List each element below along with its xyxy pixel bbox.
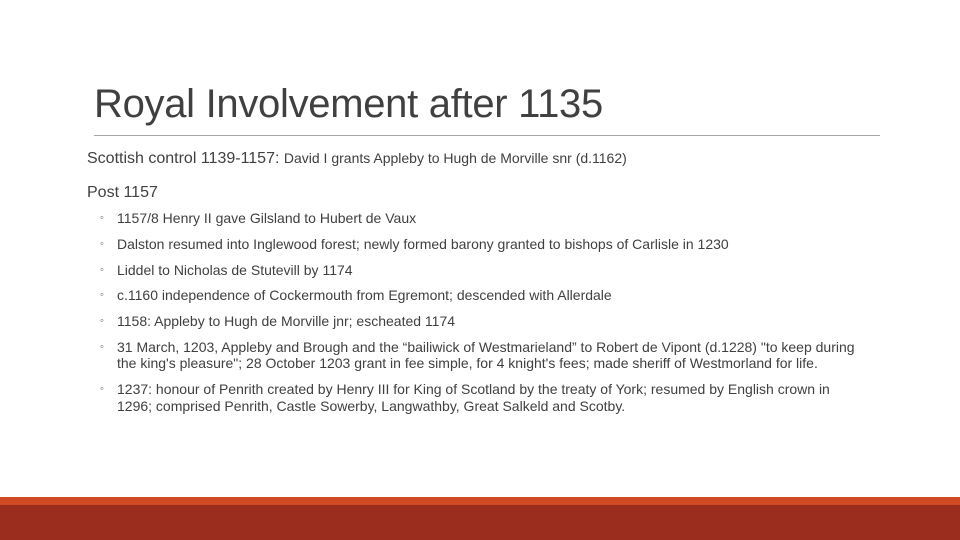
list-item-text: 1158: Appleby to Hugh de Morville jnr; escheated 1174 — [117, 313, 456, 330]
scottish-control-lead: Scottish control 1139-1157: — [87, 150, 280, 167]
footer-accent-stripe — [0, 497, 960, 505]
list-item-text: Liddel to Nicholas de Stutevill by 1174 — [117, 261, 353, 278]
list-item — [100, 236, 860, 253]
list-item-text: 1157/8 Henry II gave Gilsland to Hubert de Vaux — [117, 210, 417, 226]
title-divider — [94, 135, 880, 136]
bullet-circle-icon: ◦ — [100, 212, 104, 224]
list-item-text: 1237: honour of Penrith created by Henry III for King of Scotland by the treaty of York; resumed by English crown in 1296; comprised Penrith, Castle Sowerby, Langwathby, Great Salkeld and Scotby. — [117, 381, 830, 414]
footer-band — [0, 505, 960, 540]
list-item-text: c.1160 independence of Cockermouth from Egremont; descended with Allerdale — [117, 287, 612, 304]
scottish-control-line — [87, 150, 627, 168]
list-item — [100, 210, 860, 227]
bullet-circle-icon: ◦ — [100, 383, 104, 396]
scottish-control-detail: David I grants Appleby to Hugh de Morville snr (d.1162) — [283, 150, 627, 166]
list-item — [100, 339, 860, 372]
bullet-circle-icon: ◦ — [100, 237, 104, 250]
bullet-circle-icon: ◦ — [100, 289, 104, 302]
list-item — [100, 313, 860, 330]
list-item — [100, 287, 860, 304]
list-item — [100, 381, 860, 414]
slide-title: Royal Involvement after 1135 — [94, 82, 603, 126]
bullet-circle-icon: ◦ — [100, 315, 104, 328]
post-1157-bullet-list — [100, 210, 860, 424]
bullet-circle-icon: ◦ — [100, 263, 104, 276]
list-item — [100, 262, 860, 279]
list-item-text: Dalston resumed into Inglewood forest; newly formed barony granted to bishops of Carlisle in 1230 — [117, 235, 729, 252]
list-item-text: 31 March, 1203, Appleby and Brough and the “bailiwick of Westmarieland” to Robert de Vipont (d.1228) "to keep during the king's pleasure"; 28 October 1203 grant in fee simple, for 4 knight's fees; made sheriff of Westmorland for life. — [117, 338, 855, 372]
bullet-circle-icon: ◦ — [100, 340, 104, 353]
post-1157-heading: Post 1157 — [87, 184, 158, 201]
